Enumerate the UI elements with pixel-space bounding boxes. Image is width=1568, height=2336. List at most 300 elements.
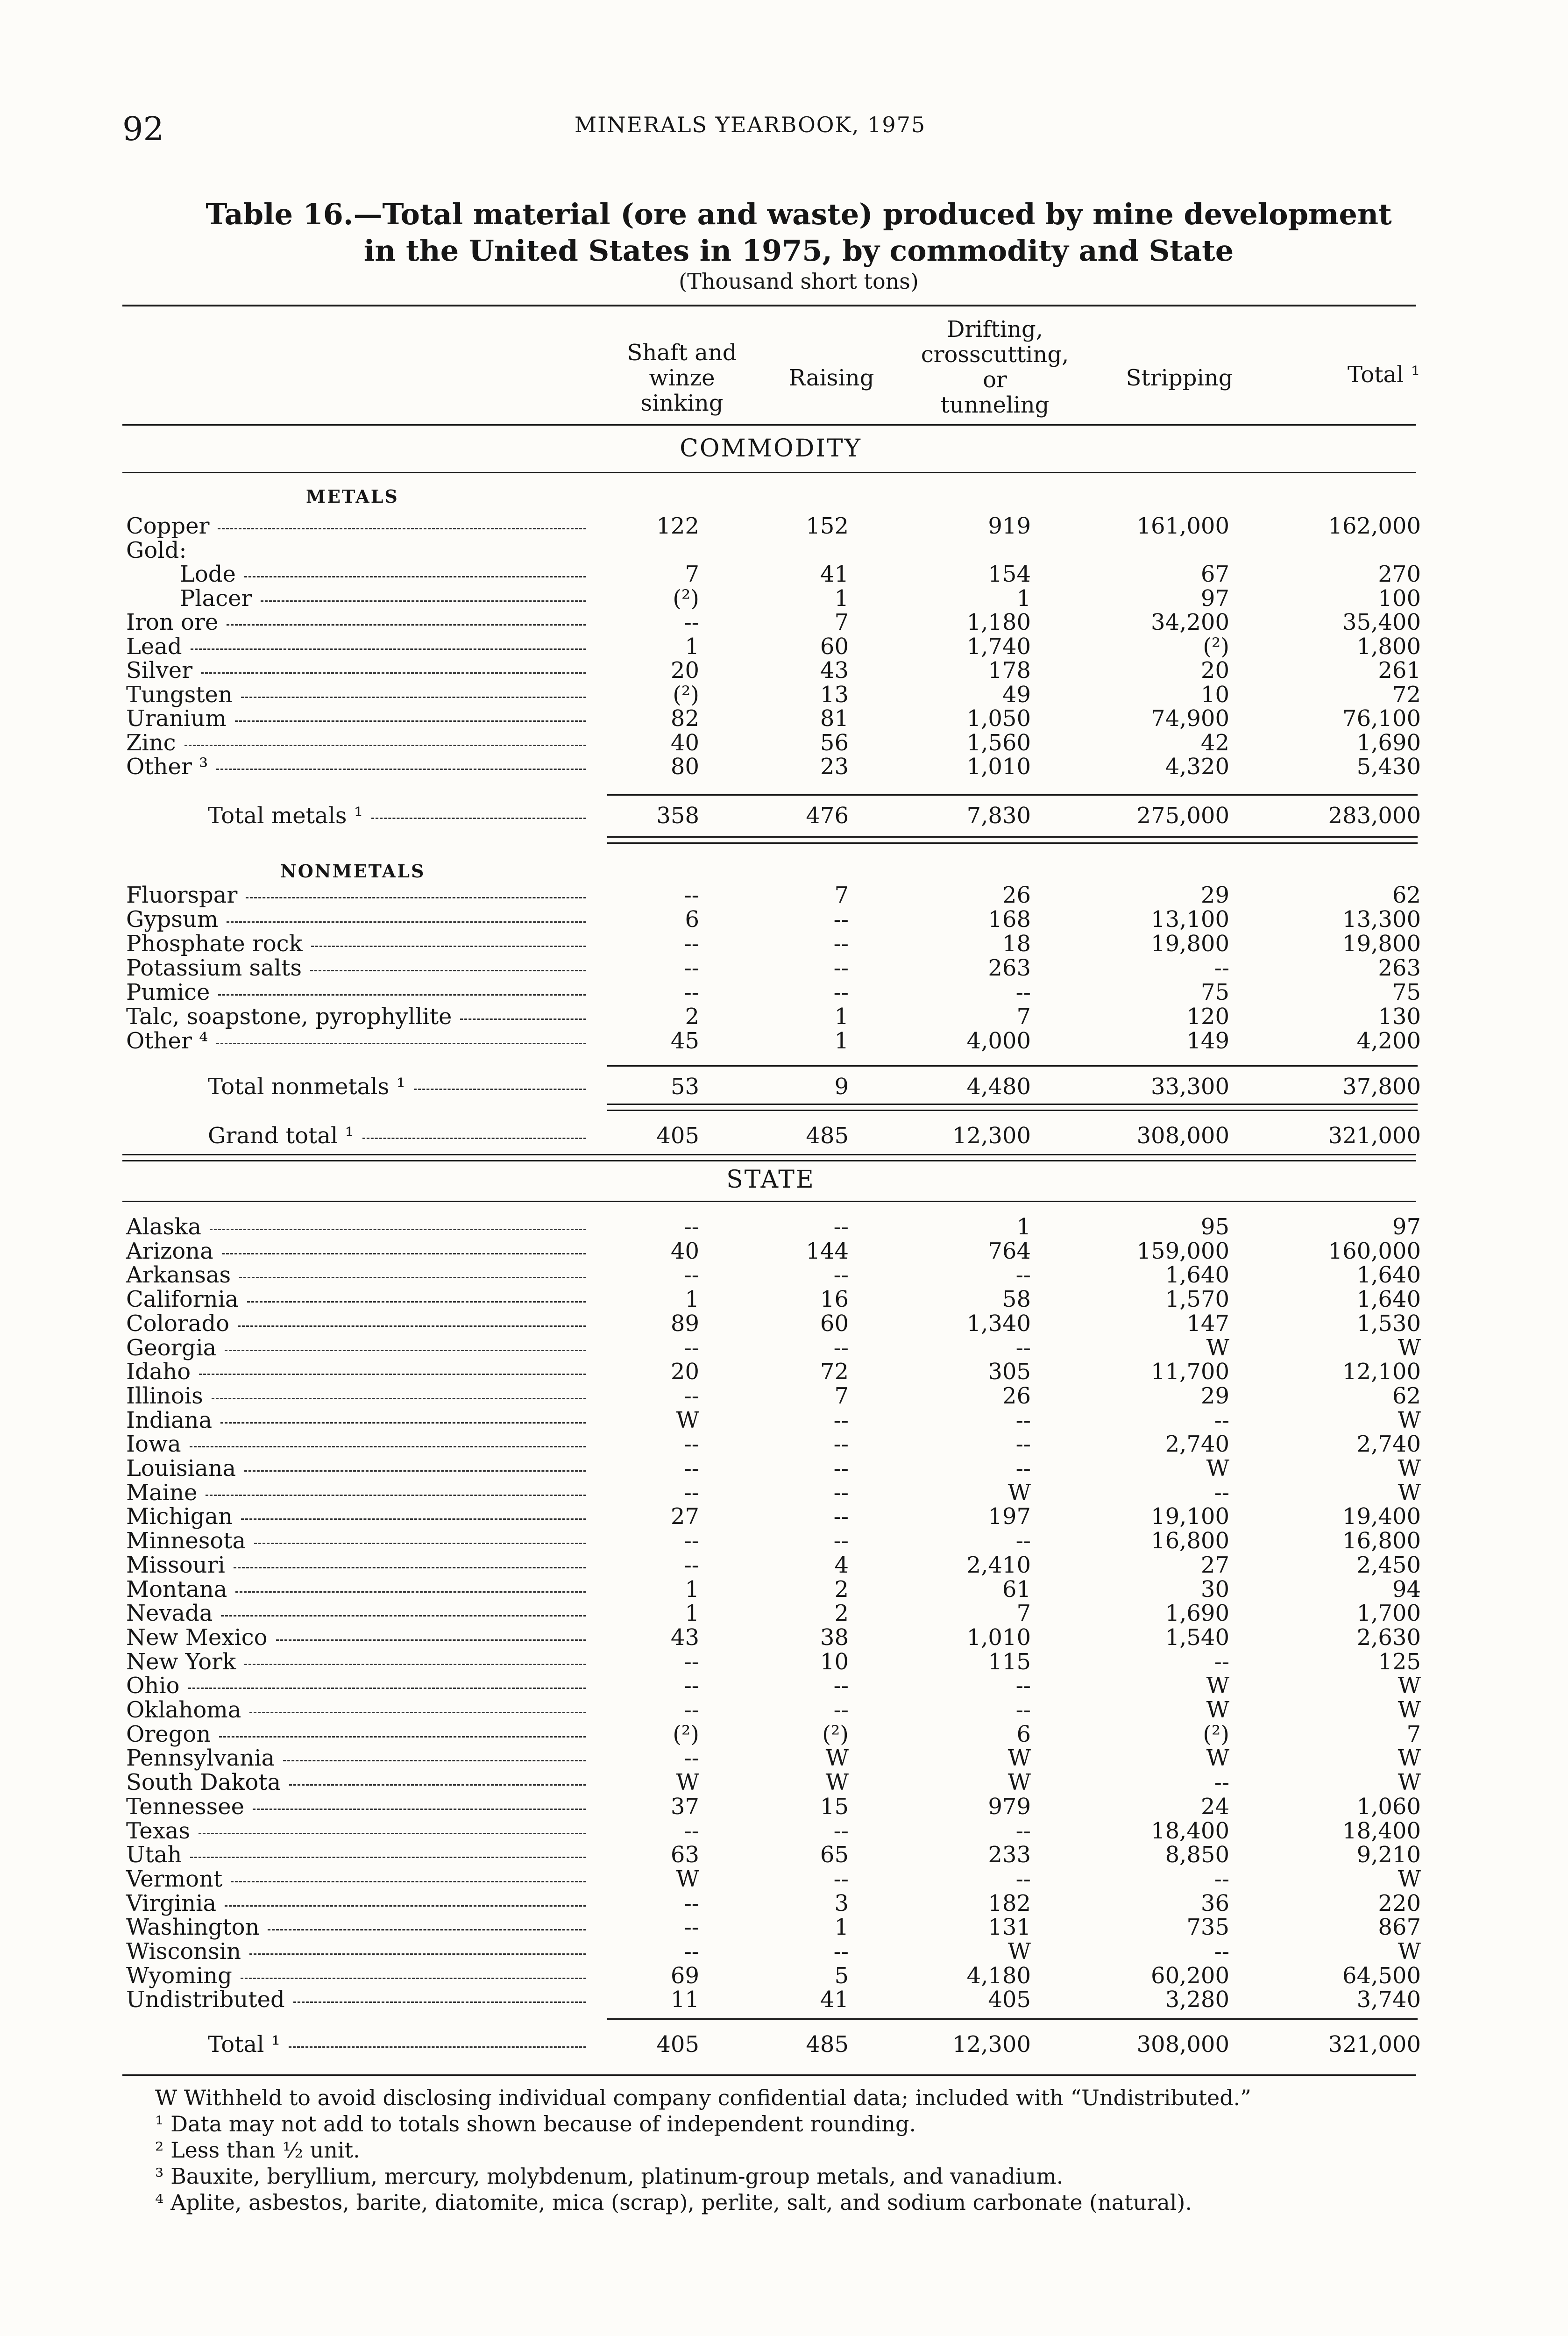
leader-dots <box>225 1905 586 1907</box>
cell-stripping: 1,570 <box>1165 1286 1229 1313</box>
cell-shaft: -- <box>684 1938 699 1965</box>
table-row <box>0 907 1568 932</box>
cell-drifting: 2,410 <box>966 1552 1031 1578</box>
cell-shaft: 6 <box>685 906 699 933</box>
table-row <box>0 658 1568 683</box>
row-label: Indiana <box>126 1407 213 1433</box>
cell-stripping: 33,300 <box>1151 1074 1229 1100</box>
row-label: Lead <box>126 633 182 660</box>
cell-shaft: 89 <box>670 1310 699 1337</box>
leader-dots <box>249 1953 586 1955</box>
cell-drifting: 1,010 <box>966 754 1031 780</box>
cell-shaft: 63 <box>670 1842 699 1868</box>
cell-total: W <box>1398 1673 1421 1699</box>
cell-drifting: 182 <box>988 1890 1031 1916</box>
cell-drifting: 12,300 <box>952 2031 1031 2058</box>
cell-total: 220 <box>1378 1890 1421 1916</box>
cell-drifting: W <box>1007 1745 1031 1772</box>
cell-drifting: 4,180 <box>966 1962 1031 1989</box>
footnote-4: ⁴ Aplite, asbestos, barite, diatomite, mica (scrap), perlite, salt, and sodium carbonate (natural). <box>155 2190 1192 2215</box>
leader-dots <box>310 970 586 971</box>
cell-stripping: -- <box>1214 1648 1229 1675</box>
cell-raising: 43 <box>820 657 849 684</box>
leader-dots <box>235 1591 586 1593</box>
row-label: Tennessee <box>126 1793 245 1820</box>
cell-drifting: 7,830 <box>966 803 1031 829</box>
cell-total: 125 <box>1378 1648 1421 1675</box>
leader-dots <box>293 2001 586 2003</box>
cell-shaft: -- <box>684 1262 699 1289</box>
col-header-raising: Raising <box>788 365 874 391</box>
cell-total: 1,640 <box>1356 1286 1421 1313</box>
row-label: Montana <box>126 1576 227 1602</box>
leader-dots <box>199 1833 586 1834</box>
cell-stripping: -- <box>1214 1407 1229 1433</box>
cell-drifting: 919 <box>988 513 1031 539</box>
table-row <box>0 1360 1568 1384</box>
cell-total: W <box>1398 1334 1421 1361</box>
cell-stripping: 13,100 <box>1151 906 1229 933</box>
cell-raising: -- <box>833 1431 849 1458</box>
table-row <box>0 1239 1568 1263</box>
row-label: Phosphate rock <box>126 931 303 957</box>
cell-total: 100 <box>1378 585 1421 612</box>
row-label: Undistributed <box>126 1987 285 2013</box>
cell-stripping: 10 <box>1200 681 1229 708</box>
leader-dots <box>218 528 586 529</box>
cell-total: 283,000 <box>1328 803 1421 829</box>
cell-drifting: -- <box>1015 1528 1031 1554</box>
cell-total: 1,700 <box>1356 1600 1421 1627</box>
rule-under-state <box>122 1201 1416 1202</box>
cell-total: 867 <box>1378 1914 1421 1941</box>
col-header-drifting-line: or <box>983 367 1007 393</box>
cell-drifting: 58 <box>1002 1286 1031 1313</box>
cell-stripping: 95 <box>1200 1214 1229 1240</box>
table-row <box>0 1915 1568 1939</box>
cell-drifting: -- <box>1015 1431 1031 1458</box>
cell-total: 261 <box>1378 657 1421 684</box>
cell-drifting: 4,480 <box>966 1074 1031 1100</box>
row-label: Gypsum <box>126 906 219 933</box>
cell-raising: 13 <box>820 681 849 708</box>
cell-shaft: -- <box>684 1673 699 1699</box>
table-row <box>0 1891 1568 1916</box>
row-label: Arkansas <box>126 1262 231 1289</box>
row-label: Minnesota <box>126 1528 246 1554</box>
cell-drifting: 1 <box>1016 585 1031 612</box>
cell-stripping: (²) <box>1203 633 1229 660</box>
cell-raising: -- <box>833 1479 849 1506</box>
cell-stripping: W <box>1206 1455 1229 1481</box>
table-row <box>0 683 1568 707</box>
row-label: Talc, soapstone, pyrophyllite <box>126 1004 452 1030</box>
table-row <box>0 1843 1568 1867</box>
row-label: Grand total ¹ <box>208 1123 354 1149</box>
leader-dots <box>414 1089 586 1090</box>
cell-stripping: 11,700 <box>1151 1359 1229 1385</box>
cell-stripping: -- <box>1214 955 1229 981</box>
table-subtitle: (Thousand short tons) <box>679 269 919 294</box>
row-label: Silver <box>126 657 193 684</box>
cell-drifting: 1,010 <box>966 1624 1031 1651</box>
cell-drifting: 178 <box>988 657 1031 684</box>
cell-stripping: 42 <box>1200 729 1229 756</box>
cell-drifting: 131 <box>988 1914 1031 1941</box>
cell-stripping: 1,640 <box>1165 1262 1229 1289</box>
cell-shaft: 37 <box>670 1793 699 1820</box>
cell-raising: 144 <box>806 1238 849 1264</box>
cell-stripping: 735 <box>1186 1914 1229 1941</box>
cell-stripping: 1,540 <box>1165 1624 1229 1651</box>
cell-stripping: W <box>1206 1673 1229 1699</box>
row-label: Washington <box>126 1914 260 1941</box>
cell-total: 1,060 <box>1356 1793 1421 1820</box>
table-row <box>0 1964 1568 1988</box>
cell-shaft: 405 <box>656 2031 699 2058</box>
table-row <box>0 1311 1568 1336</box>
cell-raising: 485 <box>806 1123 849 1149</box>
cell-total: 97 <box>1392 1214 1421 1240</box>
cell-raising: -- <box>833 979 849 1005</box>
cell-total: 7 <box>1406 1721 1421 1747</box>
cell-raising: 9 <box>834 1074 849 1100</box>
cell-drifting: 7 <box>1016 1600 1031 1627</box>
row-label: Ohio <box>126 1673 180 1699</box>
cell-raising: 2 <box>834 1600 849 1627</box>
cell-raising: 72 <box>820 1359 849 1385</box>
cell-stripping: 2,740 <box>1165 1431 1229 1458</box>
leader-dots <box>221 1615 586 1617</box>
cell-stripping: 159,000 <box>1136 1238 1229 1264</box>
leader-dots <box>239 1277 586 1278</box>
leader-dots <box>276 1639 586 1641</box>
cell-raising: -- <box>833 906 849 933</box>
leader-dots <box>199 1374 586 1375</box>
cell-raising: 10 <box>820 1648 849 1675</box>
cell-total: W <box>1398 1697 1421 1723</box>
cell-shaft: -- <box>684 1914 699 1941</box>
cell-stripping: W <box>1206 1334 1229 1361</box>
table-row <box>0 1770 1568 1795</box>
row-label: Alaska <box>126 1214 201 1240</box>
cell-raising: 1 <box>834 1914 849 1941</box>
table-row <box>0 1650 1568 1674</box>
cell-drifting: 26 <box>1002 882 1031 908</box>
cell-drifting: 7 <box>1016 1004 1031 1030</box>
row-label: New York <box>126 1648 236 1675</box>
section-state: STATE <box>726 1166 815 1194</box>
cell-stripping: 4,320 <box>1165 754 1229 780</box>
leader-dots <box>371 818 586 819</box>
table-row <box>0 634 1568 659</box>
cell-total: 9,210 <box>1356 1842 1421 1868</box>
cell-total: 19,800 <box>1342 931 1421 957</box>
table-row <box>0 1456 1568 1481</box>
leader-dots <box>246 897 586 898</box>
cell-total: 1,530 <box>1356 1310 1421 1337</box>
cell-total: W <box>1398 1455 1421 1481</box>
cell-drifting: 263 <box>988 955 1031 981</box>
cell-raising: 41 <box>820 561 849 587</box>
cell-raising: 15 <box>820 1793 849 1820</box>
cell-raising: 2 <box>834 1576 849 1602</box>
table-row <box>0 1746 1568 1770</box>
leader-dots <box>184 745 586 746</box>
row-label: Michigan <box>126 1503 233 1530</box>
cell-shaft: -- <box>684 1697 699 1723</box>
cell-total: 162,000 <box>1328 513 1421 539</box>
table-row <box>0 932 1568 956</box>
cell-total: 62 <box>1392 1382 1421 1409</box>
total-row <box>0 1075 1568 1099</box>
leader-dots <box>241 1978 586 1979</box>
cell-drifting: 115 <box>988 1648 1031 1675</box>
row-label: Wisconsin <box>126 1938 241 1965</box>
section-commodity: COMMODITY <box>680 434 862 463</box>
row-label: Oklahoma <box>126 1697 241 1723</box>
table-row <box>0 562 1568 586</box>
cell-total: 75 <box>1392 979 1421 1005</box>
cell-shaft: 2 <box>685 1004 699 1030</box>
leader-dots <box>218 994 586 996</box>
cell-shaft: 1 <box>685 1600 699 1627</box>
leader-dots <box>268 1929 586 1930</box>
leader-dots <box>244 1470 586 1472</box>
cell-drifting: 154 <box>988 561 1031 587</box>
table-row <box>0 1819 1568 1843</box>
rule-under-commodity <box>122 472 1416 473</box>
col-header-drifting-line: crosscutting, <box>921 342 1069 368</box>
cell-stripping: 30 <box>1200 1576 1229 1602</box>
cell-shaft: -- <box>684 1528 699 1554</box>
col-header-drifting-line: Drifting, <box>946 316 1043 342</box>
cell-shaft: 40 <box>670 729 699 756</box>
footnote-1: ¹ Data may not add to totals shown because of independent rounding. <box>155 2111 916 2137</box>
cell-drifting: 197 <box>988 1503 1031 1530</box>
cell-stripping: 19,800 <box>1151 931 1229 957</box>
cell-shaft: 80 <box>670 754 699 780</box>
table-row <box>0 1029 1568 1053</box>
cell-shaft: 20 <box>670 1359 699 1385</box>
total-row <box>0 804 1568 828</box>
leader-dots <box>225 1350 586 1351</box>
cell-stripping: 19,100 <box>1151 1503 1229 1530</box>
cell-raising: -- <box>833 1214 849 1240</box>
cell-shaft: -- <box>684 1455 699 1481</box>
cell-drifting: 12,300 <box>952 1123 1031 1149</box>
cell-raising: 1 <box>834 1028 849 1054</box>
cell-raising: -- <box>833 1262 849 1289</box>
footnotes <box>122 2085 1444 2215</box>
cell-shaft: -- <box>684 955 699 981</box>
table-row <box>0 1601 1568 1625</box>
cell-drifting: -- <box>1015 979 1031 1005</box>
cell-drifting: 6 <box>1016 1721 1031 1747</box>
rule-metals-total <box>607 836 1418 844</box>
cell-total: 72 <box>1392 681 1421 708</box>
cell-raising: 60 <box>820 633 849 660</box>
cell-stripping: 75 <box>1200 979 1229 1005</box>
row-label: Idaho <box>126 1359 191 1385</box>
col-header-drifting-line: tunneling <box>940 392 1050 418</box>
row-label: Potassium salts <box>126 955 302 981</box>
cell-shaft: 40 <box>670 1238 699 1264</box>
table-row <box>0 1987 1568 2012</box>
row-label: Nevada <box>126 1600 213 1627</box>
rule-top <box>122 305 1416 306</box>
leader-dots <box>362 1138 586 1139</box>
cell-raising: -- <box>833 1528 849 1554</box>
cell-stripping: 275,000 <box>1136 803 1229 829</box>
row-label: California <box>126 1286 239 1313</box>
cell-raising: -- <box>833 1407 849 1433</box>
cell-raising: 3 <box>834 1890 849 1916</box>
cell-stripping: 24 <box>1200 1793 1229 1820</box>
cell-raising: (²) <box>822 1721 849 1747</box>
table-row <box>0 731 1568 755</box>
row-label: Pennsylvania <box>126 1745 275 1772</box>
leader-dots <box>227 921 586 923</box>
cell-total: 263 <box>1378 955 1421 981</box>
cell-shaft: 82 <box>670 705 699 732</box>
table-row <box>0 1795 1568 1819</box>
cell-total: 160,000 <box>1328 1238 1421 1264</box>
table-row <box>0 706 1568 731</box>
cell-shaft: 27 <box>670 1503 699 1530</box>
leader-dots <box>188 1688 586 1689</box>
cell-drifting: 305 <box>988 1359 1031 1385</box>
cell-stripping: -- <box>1214 1479 1229 1506</box>
cell-raising: 7 <box>834 882 849 908</box>
cell-stripping: W <box>1206 1697 1229 1723</box>
cell-stripping: 60,200 <box>1151 1962 1229 1989</box>
table-row <box>0 1504 1568 1529</box>
row-label: Fluorspar <box>126 882 238 908</box>
cell-total: 1,800 <box>1356 633 1421 660</box>
rule-bottom <box>122 2074 1416 2076</box>
cell-drifting: 18 <box>1002 931 1031 957</box>
cell-stripping: (²) <box>1203 1721 1229 1747</box>
cell-shaft: 20 <box>670 657 699 684</box>
leader-dots <box>254 1543 586 1544</box>
cell-shaft: 11 <box>670 1987 699 2013</box>
cell-raising: -- <box>833 1673 849 1699</box>
footnote-2: ² Less than ½ unit. <box>155 2137 360 2163</box>
table-row <box>0 610 1568 634</box>
row-label: South Dakota <box>126 1769 281 1796</box>
table-row <box>0 1432 1568 1456</box>
cell-shaft: 43 <box>670 1624 699 1651</box>
cell-total: 12,100 <box>1342 1359 1421 1385</box>
cell-stripping: 1,690 <box>1165 1600 1229 1627</box>
cell-shaft: W <box>676 1407 699 1433</box>
row-label: Iron ore <box>126 609 219 635</box>
cell-raising: 56 <box>820 729 849 756</box>
cell-stripping: -- <box>1214 1769 1229 1796</box>
col-header-total: Total ¹ <box>1348 362 1420 388</box>
table-row <box>0 956 1568 980</box>
leader-dots <box>289 2046 586 2048</box>
rule-before-state <box>122 1154 1416 1161</box>
cell-raising: -- <box>833 1334 849 1361</box>
col-header-shaft-line: winze <box>649 365 715 391</box>
cell-shaft: -- <box>684 1334 699 1361</box>
row-label: Vermont <box>126 1866 223 1892</box>
cell-shaft: -- <box>684 979 699 1005</box>
footnote-w: W Withheld to avoid disclosing individual company confidential data; included with “Undistributed.” <box>155 2085 1251 2110</box>
col-header-shaft-line: Shaft and <box>627 340 737 366</box>
cell-stripping: 67 <box>1200 561 1229 587</box>
cell-shaft: -- <box>684 1817 699 1844</box>
cell-shaft: (²) <box>673 585 699 612</box>
cell-shaft: 1 <box>685 1576 699 1602</box>
cell-shaft: -- <box>684 1479 699 1506</box>
leader-dots <box>216 1043 586 1044</box>
cell-total: 4,200 <box>1356 1028 1421 1054</box>
row-label: Illinois <box>126 1382 203 1409</box>
cell-shaft: -- <box>684 609 699 635</box>
cell-raising: W <box>825 1745 849 1772</box>
cell-drifting: -- <box>1015 1866 1031 1892</box>
cell-total: 270 <box>1378 561 1421 587</box>
table-row <box>0 1577 1568 1602</box>
cell-stripping: -- <box>1214 1866 1229 1892</box>
cell-drifting: 233 <box>988 1842 1031 1868</box>
leader-dots <box>219 1736 586 1738</box>
cell-shaft: -- <box>684 1890 699 1916</box>
cell-drifting: -- <box>1015 1407 1031 1433</box>
cell-stripping: 20 <box>1200 657 1229 684</box>
cell-raising: 23 <box>820 754 849 780</box>
cell-drifting: 979 <box>988 1793 1031 1820</box>
leader-dots <box>220 1422 586 1424</box>
cell-drifting: W <box>1007 1769 1031 1796</box>
cell-drifting: W <box>1007 1938 1031 1965</box>
row-label: Texas <box>126 1817 191 1844</box>
leader-dots <box>210 1229 586 1230</box>
cell-total: 13,300 <box>1342 906 1421 933</box>
table-row <box>0 1287 1568 1311</box>
cell-total: 2,630 <box>1356 1624 1421 1651</box>
cell-drifting: W <box>1007 1479 1031 1506</box>
cell-stripping: 74,900 <box>1151 705 1229 732</box>
cell-drifting: 26 <box>1002 1382 1031 1409</box>
table-row <box>0 1553 1568 1577</box>
cell-raising: 7 <box>834 1382 849 1409</box>
cell-raising: -- <box>833 955 849 981</box>
cell-shaft: 1 <box>685 633 699 660</box>
col-header-drifting <box>892 317 1098 418</box>
cell-drifting: -- <box>1015 1334 1031 1361</box>
cell-total: W <box>1398 1938 1421 1965</box>
leader-dots <box>253 1809 586 1810</box>
leader-dots <box>190 1446 586 1447</box>
leader-dots <box>241 697 586 698</box>
cell-total: 2,450 <box>1356 1552 1421 1578</box>
cell-drifting: 61 <box>1002 1576 1031 1602</box>
row-label: Zinc <box>126 729 176 756</box>
cell-raising: -- <box>833 1503 849 1530</box>
cell-drifting: 1,740 <box>966 633 1031 660</box>
cell-shaft: 122 <box>656 513 699 539</box>
row-label: Uranium <box>126 705 227 732</box>
cell-stripping: 308,000 <box>1136 1123 1229 1149</box>
table-row <box>0 514 1568 538</box>
table-row <box>0 755 1568 779</box>
row-label: Other ⁴ <box>126 1028 208 1054</box>
cell-total: W <box>1398 1479 1421 1506</box>
